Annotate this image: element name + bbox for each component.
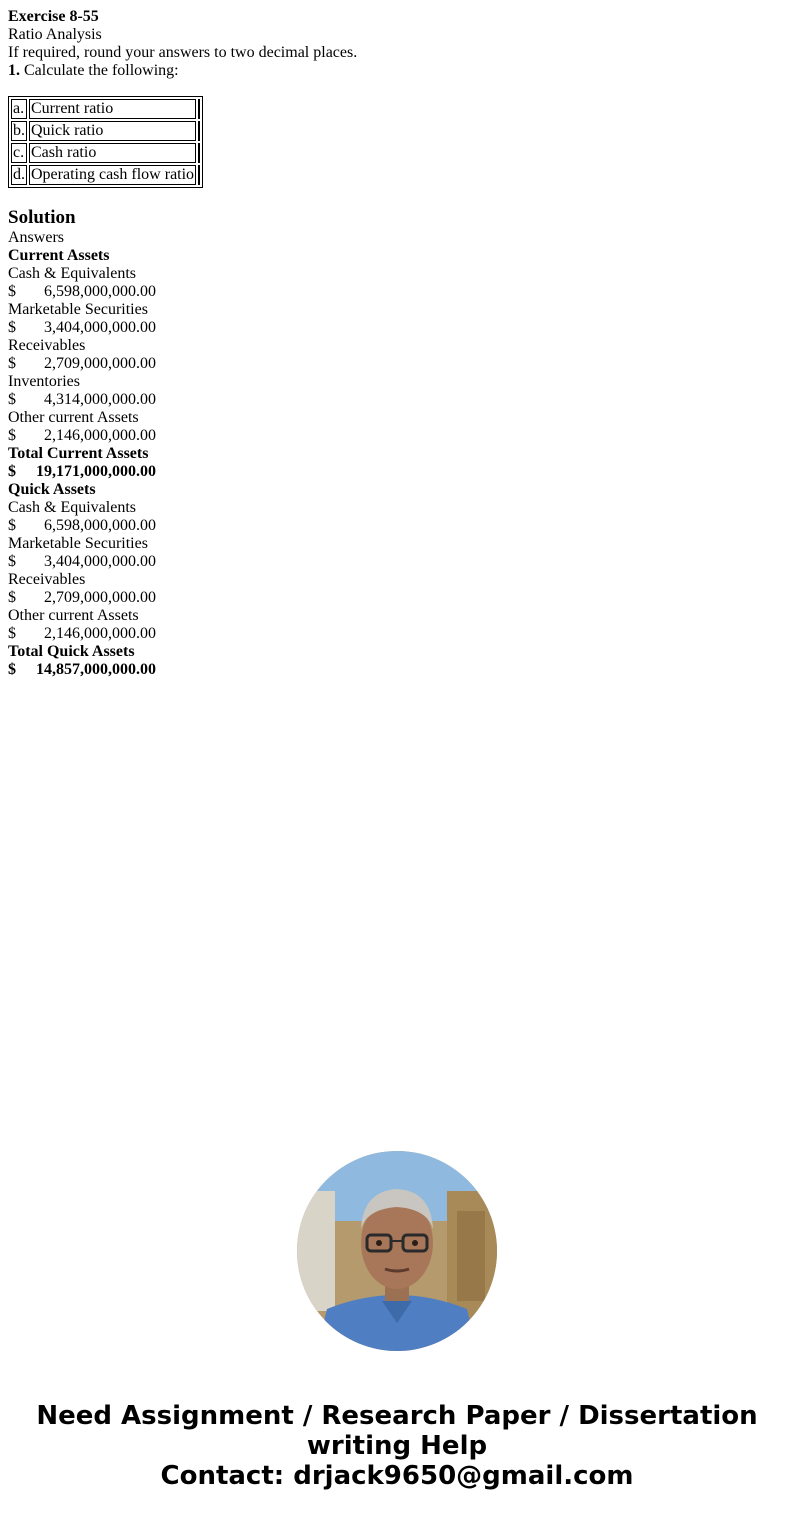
task-letter: c. [11,143,27,163]
promo-contact: Contact: drjack9650@gmail.com [160,1461,634,1491]
instruction-text: If required, round your answers to two decimal places. [8,44,358,61]
amount-value: 14,857,000,000.00 [36,661,156,678]
line-item-amount [8,355,786,373]
amount-value: 2,709,000,000.00 [44,589,156,606]
task-answer-cell [198,99,200,119]
line-item-amount [8,427,786,445]
currency-symbol: $ [8,319,16,336]
line-item-label: Marketable Securities [8,301,148,318]
task-letter: a. [11,99,27,119]
currency-symbol: $ [8,553,16,570]
solution-heading: Solution [8,207,76,228]
amount-value: 3,404,000,000.00 [44,553,156,570]
amount-value: 2,146,000,000.00 [44,625,156,642]
currency-symbol: $ [8,355,16,372]
currency-symbol: $ [8,661,16,678]
line-item-label: Receivables [8,571,86,588]
amount-value: 6,598,000,000.00 [44,283,156,300]
document-content [8,8,786,679]
line-item-amount [8,283,786,301]
amount-value: 6,598,000,000.00 [44,517,156,534]
task-label: Quick ratio [29,121,196,141]
promo-text [0,1401,794,1491]
question-text: Calculate the following: [20,62,179,79]
currency-symbol: $ [8,463,16,480]
promo-banner [0,1151,794,1491]
task-answer-cell [198,121,200,141]
total-current-assets-label: Total Current Assets [8,445,149,462]
currency-symbol: $ [8,625,16,642]
amount-value: 4,314,000,000.00 [44,391,156,408]
line-item-amount [8,553,786,571]
line-item-amount [8,517,786,535]
question-1 [8,62,786,80]
line-item-amount [8,625,786,643]
line-item-amount [8,319,786,337]
total-quick-assets-label: Total Quick Assets [8,643,135,660]
task-letter: b. [13,122,25,139]
table-row [11,165,200,185]
exercise-title: Exercise 8-55 [8,8,99,25]
line-item-label: Other current Assets [8,607,139,624]
answers-label: Answers [8,229,64,246]
line-item-label: Inventories [8,373,80,390]
current-assets-heading: Current Assets [8,247,110,264]
line-item-amount [8,391,786,409]
amount-value: 19,171,000,000.00 [36,463,156,480]
amount-value: 3,404,000,000.00 [44,319,156,336]
table-row [11,143,200,163]
person-photo-icon [297,1151,497,1351]
promo-line-1: Need Assignment / Research Paper / Dissertation [36,1401,758,1431]
question-number: 1. [8,62,20,79]
currency-symbol: $ [8,391,16,408]
currency-symbol: $ [8,283,16,300]
task-answer-cell [198,143,200,163]
total-quick-assets-amount [8,661,786,679]
currency-symbol: $ [8,427,16,444]
task-label: Cash ratio [29,143,196,163]
promo-line-2: writing Help [306,1431,488,1461]
line-item-label: Cash & Equivalents [8,499,136,516]
total-current-assets-amount [8,463,786,481]
table-row [11,99,200,119]
amount-value: 2,709,000,000.00 [44,355,156,372]
currency-symbol: $ [8,589,16,606]
line-item-amount [8,589,786,607]
quick-assets-heading: Quick Assets [8,481,96,498]
task-label: Operating cash flow ratio [31,166,195,183]
tasks-table [8,96,203,188]
line-item-label: Marketable Securities [8,535,148,552]
exercise-subtitle: Ratio Analysis [8,26,102,43]
line-item-label: Cash & Equivalents [8,265,136,282]
currency-symbol: $ [8,517,16,534]
task-answer-cell [198,165,200,185]
amount-value: 2,146,000,000.00 [44,427,156,444]
table-row [11,121,200,141]
task-letter: d. [13,166,25,183]
line-item-label: Other current Assets [8,409,139,426]
line-item-label: Receivables [8,337,86,354]
task-label: Current ratio [29,99,196,119]
